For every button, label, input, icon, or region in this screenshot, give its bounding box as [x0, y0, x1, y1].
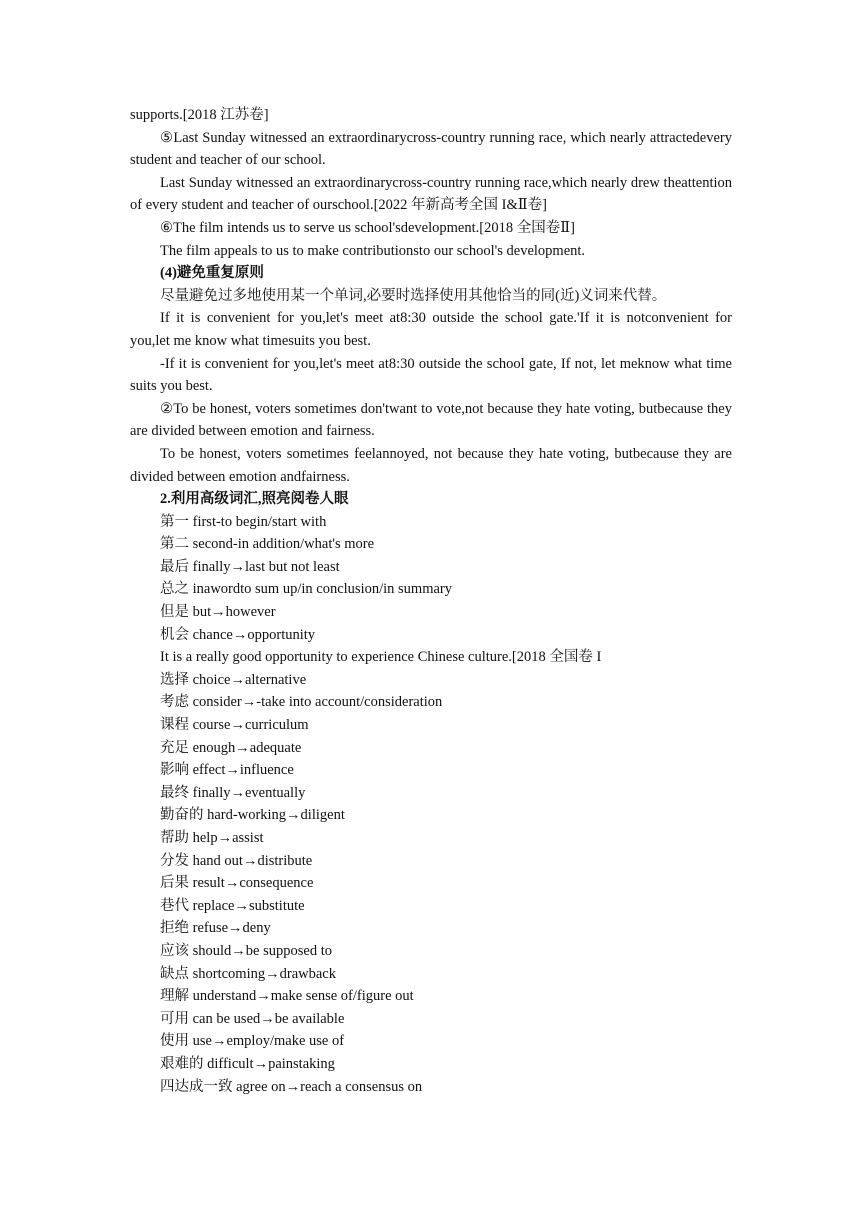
vocab-item: 最终 finally→eventually	[160, 784, 306, 801]
document-page	[130, 104, 732, 1098]
vocab-item: 四达成一致 agree on→reach a consensus on	[160, 1078, 423, 1095]
vocab-item: 但是 but→however	[160, 604, 276, 621]
section-heading: (4)避免重复原则	[160, 265, 264, 282]
vocab-item: 影响 effect→influence	[160, 762, 294, 779]
vocab-item: 后果 result→consequence	[160, 875, 314, 892]
section-heading: 2.利用高级词汇,照亮阅卷人眼	[160, 491, 349, 508]
vocab-item: 总之 inawordto sum up/in conclusion/in summary	[160, 581, 452, 598]
paragraph: ⑥The film intends us to serve us school'sdevelopment.[2018 全国卷Ⅱ]	[160, 219, 575, 236]
vocab-item: 拒绝 refuse→deny	[160, 920, 271, 937]
vocab-item: 机会 chance→opportunity	[160, 626, 316, 643]
paragraph: Last Sunday witnessed an extraordinarycross-country running race,which nearly drew theattention of every student and teacher of ourschool.[2022 年新高考全国 I&Ⅱ卷]	[130, 174, 732, 214]
vocab-item: 充足 enough→adequate	[160, 739, 302, 756]
paragraph: -If it is convenient for you,let's meet at8:30 outside the school gate, If not, let meknow what time suits you best.	[130, 355, 732, 395]
vocab-item: 帮助 help→assist	[160, 830, 264, 846]
vocab-item: 最后 finally→last but not least	[160, 558, 340, 575]
vocab-item: 巷代 replace→substitute	[160, 897, 305, 914]
vocab-item: 理解 understand→make sense of/figure out	[160, 988, 414, 1005]
vocab-item: 缺点 shortcoming→drawback	[160, 965, 336, 982]
vocab-item: 分发 hand out→distribute	[160, 852, 313, 869]
paragraph: 尽量避免过多地使用某一个单词,必要时选择使用其他恰当的同(近)义词来代替。	[160, 287, 667, 304]
paragraph: ②To be honest, voters sometimes don'twant to vote,not because they hate voting, butbecause they are divided between emotion and fairness.	[130, 400, 732, 440]
vocab-list	[130, 511, 732, 1098]
vocab-item: 艰难的 difficult→painstaking	[160, 1055, 335, 1072]
vocab-example: It is a really good opportunity to experience Chinese culture.[2018 全国卷 I	[160, 649, 602, 666]
vocab-item: 选择 choice→alternative	[160, 671, 307, 688]
vocab-item: 课程 course→curriculum	[160, 717, 309, 734]
vocab-item: 勤奋的 hard-working→diligent	[160, 807, 345, 824]
paragraph: supports.[2018 江苏卷]	[130, 107, 269, 123]
paragraph: ⑤Last Sunday witnessed an extraordinarycross-country running race, which nearly attractedevery student and teacher of our school.	[130, 129, 732, 169]
vocab-item: 第一 first-to begin/start with	[160, 513, 327, 530]
paragraph: To be honest, voters sometimes feelannoyed, not because they hate voting, butbecause they are divided between emotion andfairness.	[130, 445, 732, 485]
vocab-item: 可用 can be used→be available	[160, 1010, 345, 1027]
paragraph: The film appeals to us to make contributionsto our school's development.	[160, 242, 586, 259]
vocab-item: 第二 second-in addition/what's more	[160, 536, 375, 553]
vocab-item: 使用 use→employ/make use of	[160, 1033, 345, 1050]
paragraph: If it is convenient for you,let's meet at8:30 outside the school gate.'If it is notconvenient for you,let me know what timesuits you best.	[130, 310, 732, 349]
vocab-item: 考虑 consider→-take into account/consideration	[160, 694, 443, 711]
vocab-item: 应该 should→be supposed to	[160, 942, 332, 959]
